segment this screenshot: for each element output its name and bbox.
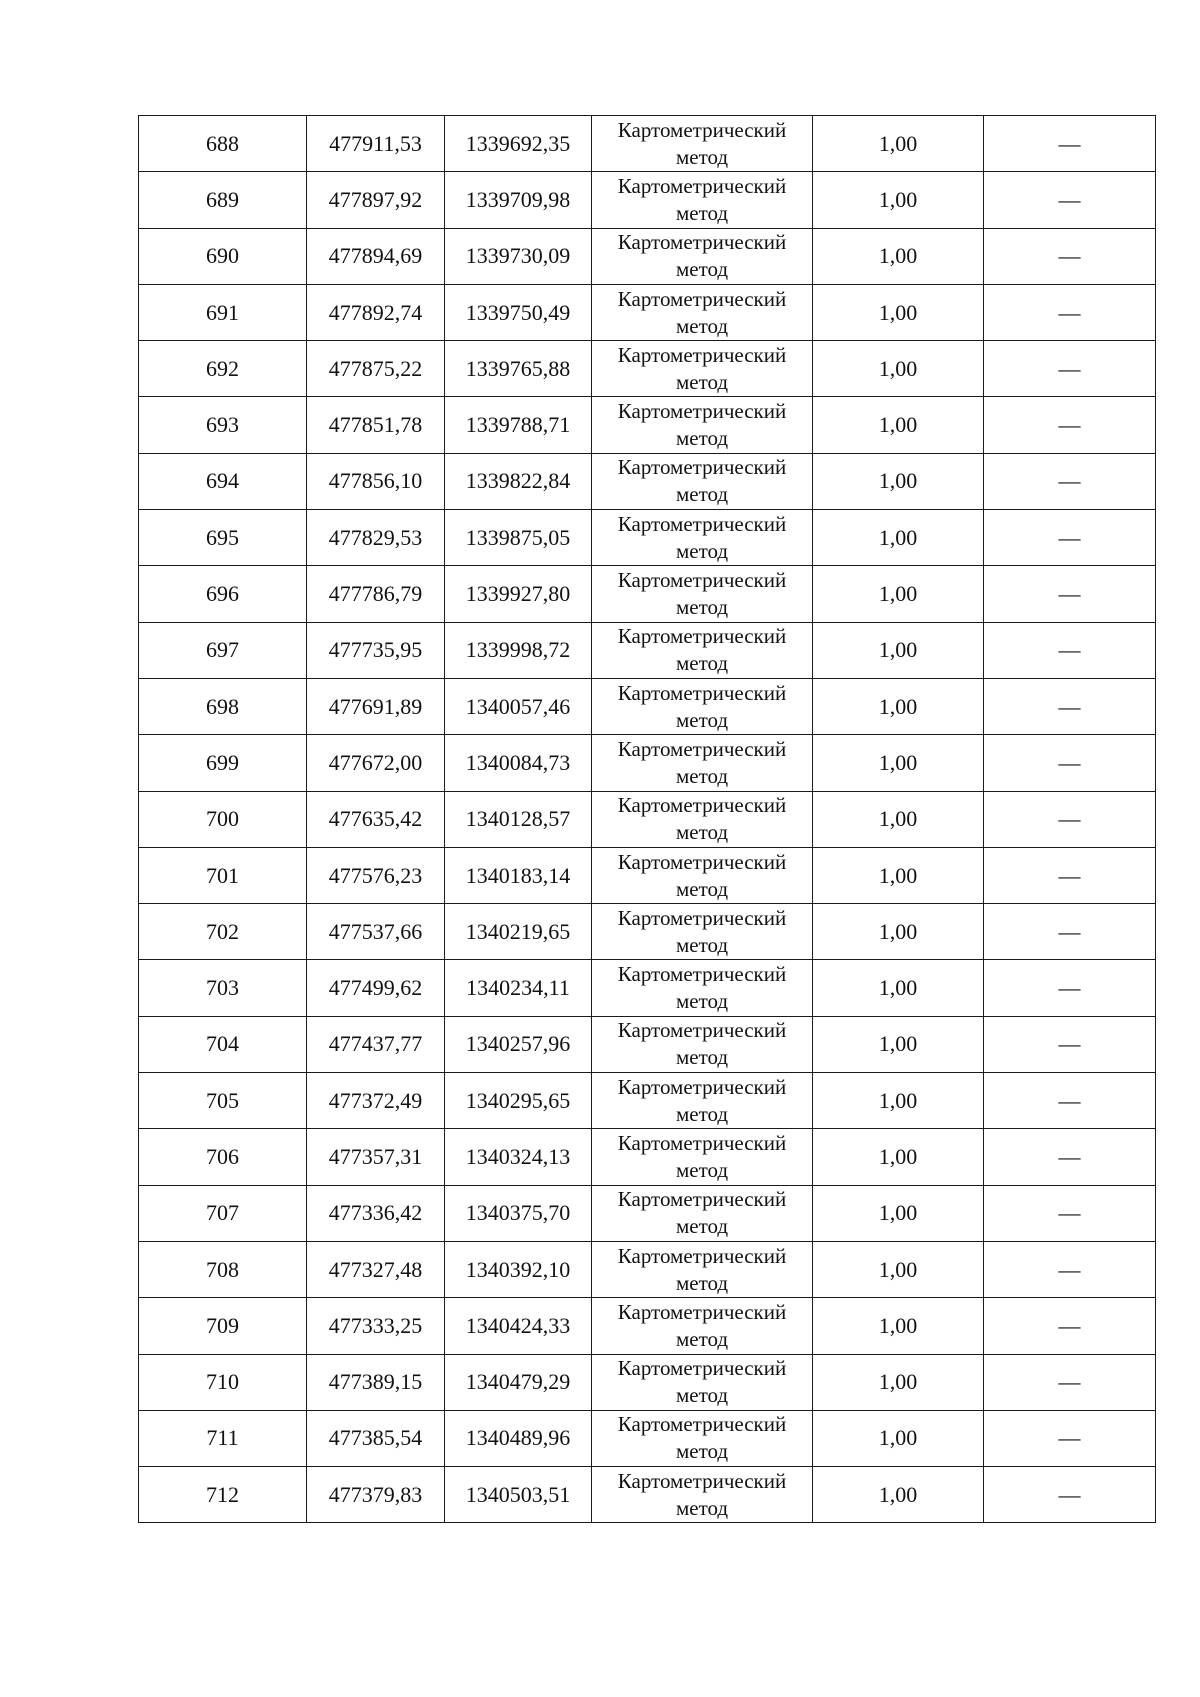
x-coordinate-cell: 477635,42 — [307, 791, 445, 847]
method-cell: Картометрический метод — [592, 735, 813, 791]
point-number-cell: 705 — [139, 1073, 307, 1129]
point-number-cell: 711 — [139, 1410, 307, 1466]
x-coordinate-cell: 477875,22 — [307, 341, 445, 397]
point-number-cell: 688 — [139, 116, 307, 172]
note-cell: — — [984, 1298, 1156, 1354]
table-row — [139, 904, 1156, 960]
x-coordinate-cell: 477327,48 — [307, 1241, 445, 1297]
y-coordinate-cell: 1340503,51 — [445, 1467, 592, 1523]
coordinates-table — [138, 115, 1156, 1523]
note-cell: — — [984, 735, 1156, 791]
method-cell: Картометрический метод — [592, 1185, 813, 1241]
accuracy-cell: 1,00 — [813, 172, 984, 228]
table-row — [139, 284, 1156, 340]
accuracy-cell: 1,00 — [813, 228, 984, 284]
table-row — [139, 1073, 1156, 1129]
table-row — [139, 566, 1156, 622]
y-coordinate-cell: 1339822,84 — [445, 453, 592, 509]
point-number-cell: 712 — [139, 1467, 307, 1523]
x-coordinate-cell: 477389,15 — [307, 1354, 445, 1410]
point-number-cell: 695 — [139, 510, 307, 566]
table-row — [139, 1016, 1156, 1072]
point-number-cell: 691 — [139, 284, 307, 340]
y-coordinate-cell: 1339765,88 — [445, 341, 592, 397]
x-coordinate-cell: 477897,92 — [307, 172, 445, 228]
y-coordinate-cell: 1340234,11 — [445, 960, 592, 1016]
accuracy-cell: 1,00 — [813, 116, 984, 172]
method-cell: Картометрический метод — [592, 1073, 813, 1129]
accuracy-cell: 1,00 — [813, 622, 984, 678]
x-coordinate-cell: 477336,42 — [307, 1185, 445, 1241]
accuracy-cell: 1,00 — [813, 341, 984, 397]
x-coordinate-cell: 477437,77 — [307, 1016, 445, 1072]
accuracy-cell: 1,00 — [813, 1298, 984, 1354]
x-coordinate-cell: 477735,95 — [307, 622, 445, 678]
point-number-cell: 696 — [139, 566, 307, 622]
table-row — [139, 453, 1156, 509]
table-row — [139, 1241, 1156, 1297]
point-number-cell: 700 — [139, 791, 307, 847]
table-row — [139, 1354, 1156, 1410]
y-coordinate-cell: 1339730,09 — [445, 228, 592, 284]
method-cell: Картометрический метод — [592, 228, 813, 284]
x-coordinate-cell: 477894,69 — [307, 228, 445, 284]
table-row — [139, 960, 1156, 1016]
y-coordinate-cell: 1340424,33 — [445, 1298, 592, 1354]
point-number-cell: 701 — [139, 847, 307, 903]
y-coordinate-cell: 1340128,57 — [445, 791, 592, 847]
note-cell: — — [984, 397, 1156, 453]
point-number-cell: 706 — [139, 1129, 307, 1185]
point-number-cell: 693 — [139, 397, 307, 453]
table-body — [139, 116, 1156, 1523]
point-number-cell: 704 — [139, 1016, 307, 1072]
accuracy-cell: 1,00 — [813, 678, 984, 734]
note-cell: — — [984, 510, 1156, 566]
accuracy-cell: 1,00 — [813, 566, 984, 622]
point-number-cell: 709 — [139, 1298, 307, 1354]
method-cell: Картометрический метод — [592, 172, 813, 228]
method-cell: Картометрический метод — [592, 622, 813, 678]
note-cell: — — [984, 1129, 1156, 1185]
accuracy-cell: 1,00 — [813, 847, 984, 903]
x-coordinate-cell: 477911,53 — [307, 116, 445, 172]
accuracy-cell: 1,00 — [813, 1185, 984, 1241]
y-coordinate-cell: 1340324,13 — [445, 1129, 592, 1185]
method-cell: Картометрический метод — [592, 1016, 813, 1072]
accuracy-cell: 1,00 — [813, 510, 984, 566]
method-cell: Картометрический метод — [592, 904, 813, 960]
method-cell: Картометрический метод — [592, 116, 813, 172]
note-cell: — — [984, 1016, 1156, 1072]
note-cell: — — [984, 341, 1156, 397]
x-coordinate-cell: 477576,23 — [307, 847, 445, 903]
method-cell: Картометрический метод — [592, 960, 813, 1016]
point-number-cell: 699 — [139, 735, 307, 791]
table-row — [139, 1467, 1156, 1523]
note-cell: — — [984, 1185, 1156, 1241]
note-cell: — — [984, 847, 1156, 903]
y-coordinate-cell: 1340375,70 — [445, 1185, 592, 1241]
table-row — [139, 228, 1156, 284]
y-coordinate-cell: 1340479,29 — [445, 1354, 592, 1410]
note-cell: — — [984, 1410, 1156, 1466]
x-coordinate-cell: 477357,31 — [307, 1129, 445, 1185]
y-coordinate-cell: 1340392,10 — [445, 1241, 592, 1297]
accuracy-cell: 1,00 — [813, 960, 984, 1016]
x-coordinate-cell: 477892,74 — [307, 284, 445, 340]
method-cell: Картометрический метод — [592, 1129, 813, 1185]
method-cell: Картометрический метод — [592, 1298, 813, 1354]
x-coordinate-cell: 477333,25 — [307, 1298, 445, 1354]
y-coordinate-cell: 1339709,98 — [445, 172, 592, 228]
y-coordinate-cell: 1339875,05 — [445, 510, 592, 566]
table-row — [139, 622, 1156, 678]
x-coordinate-cell: 477672,00 — [307, 735, 445, 791]
method-cell: Картометрический метод — [592, 791, 813, 847]
note-cell: — — [984, 904, 1156, 960]
y-coordinate-cell: 1339788,71 — [445, 397, 592, 453]
note-cell: — — [984, 1241, 1156, 1297]
x-coordinate-cell: 477829,53 — [307, 510, 445, 566]
x-coordinate-cell: 477856,10 — [307, 453, 445, 509]
note-cell: — — [984, 172, 1156, 228]
method-cell: Картометрический метод — [592, 678, 813, 734]
y-coordinate-cell: 1340057,46 — [445, 678, 592, 734]
table-row — [139, 341, 1156, 397]
point-number-cell: 703 — [139, 960, 307, 1016]
y-coordinate-cell: 1340257,96 — [445, 1016, 592, 1072]
table-row — [139, 791, 1156, 847]
y-coordinate-cell: 1340295,65 — [445, 1073, 592, 1129]
point-number-cell: 698 — [139, 678, 307, 734]
point-number-cell: 694 — [139, 453, 307, 509]
y-coordinate-cell: 1339750,49 — [445, 284, 592, 340]
table-row — [139, 1185, 1156, 1241]
note-cell: — — [984, 228, 1156, 284]
accuracy-cell: 1,00 — [813, 791, 984, 847]
point-number-cell: 707 — [139, 1185, 307, 1241]
method-cell: Картометрический метод — [592, 453, 813, 509]
x-coordinate-cell: 477786,79 — [307, 566, 445, 622]
table-row — [139, 510, 1156, 566]
note-cell: — — [984, 791, 1156, 847]
point-number-cell: 702 — [139, 904, 307, 960]
x-coordinate-cell: 477385,54 — [307, 1410, 445, 1466]
note-cell: — — [984, 566, 1156, 622]
accuracy-cell: 1,00 — [813, 1410, 984, 1466]
method-cell: Картометрический метод — [592, 1241, 813, 1297]
method-cell: Картометрический метод — [592, 566, 813, 622]
point-number-cell: 710 — [139, 1354, 307, 1410]
accuracy-cell: 1,00 — [813, 397, 984, 453]
table-row — [139, 1410, 1156, 1466]
point-number-cell: 692 — [139, 341, 307, 397]
y-coordinate-cell: 1340084,73 — [445, 735, 592, 791]
method-cell: Картометрический метод — [592, 1410, 813, 1466]
accuracy-cell: 1,00 — [813, 904, 984, 960]
y-coordinate-cell: 1340183,14 — [445, 847, 592, 903]
method-cell: Картометрический метод — [592, 847, 813, 903]
point-number-cell: 697 — [139, 622, 307, 678]
y-coordinate-cell: 1339927,80 — [445, 566, 592, 622]
y-coordinate-cell: 1339998,72 — [445, 622, 592, 678]
table-row — [139, 172, 1156, 228]
note-cell: — — [984, 116, 1156, 172]
x-coordinate-cell: 477372,49 — [307, 1073, 445, 1129]
method-cell: Картометрический метод — [592, 1467, 813, 1523]
point-number-cell: 690 — [139, 228, 307, 284]
note-cell: — — [984, 284, 1156, 340]
x-coordinate-cell: 477379,83 — [307, 1467, 445, 1523]
note-cell: — — [984, 453, 1156, 509]
accuracy-cell: 1,00 — [813, 1016, 984, 1072]
note-cell: — — [984, 1073, 1156, 1129]
y-coordinate-cell: 1339692,35 — [445, 116, 592, 172]
method-cell: Картометрический метод — [592, 341, 813, 397]
x-coordinate-cell: 477691,89 — [307, 678, 445, 734]
x-coordinate-cell: 477499,62 — [307, 960, 445, 1016]
table-row — [139, 1129, 1156, 1185]
table-row — [139, 847, 1156, 903]
table-row — [139, 735, 1156, 791]
accuracy-cell: 1,00 — [813, 1467, 984, 1523]
accuracy-cell: 1,00 — [813, 1354, 984, 1410]
table-row — [139, 678, 1156, 734]
accuracy-cell: 1,00 — [813, 453, 984, 509]
y-coordinate-cell: 1340489,96 — [445, 1410, 592, 1466]
table-row — [139, 116, 1156, 172]
y-coordinate-cell: 1340219,65 — [445, 904, 592, 960]
note-cell: — — [984, 1467, 1156, 1523]
accuracy-cell: 1,00 — [813, 1129, 984, 1185]
method-cell: Картометрический метод — [592, 1354, 813, 1410]
note-cell: — — [984, 678, 1156, 734]
point-number-cell: 708 — [139, 1241, 307, 1297]
accuracy-cell: 1,00 — [813, 735, 984, 791]
note-cell: — — [984, 622, 1156, 678]
method-cell: Картометрический метод — [592, 510, 813, 566]
table-row — [139, 397, 1156, 453]
note-cell: — — [984, 1354, 1156, 1410]
table-row — [139, 1298, 1156, 1354]
accuracy-cell: 1,00 — [813, 284, 984, 340]
accuracy-cell: 1,00 — [813, 1241, 984, 1297]
method-cell: Картометрический метод — [592, 397, 813, 453]
note-cell: — — [984, 960, 1156, 1016]
x-coordinate-cell: 477537,66 — [307, 904, 445, 960]
point-number-cell: 689 — [139, 172, 307, 228]
method-cell: Картометрический метод — [592, 284, 813, 340]
accuracy-cell: 1,00 — [813, 1073, 984, 1129]
x-coordinate-cell: 477851,78 — [307, 397, 445, 453]
